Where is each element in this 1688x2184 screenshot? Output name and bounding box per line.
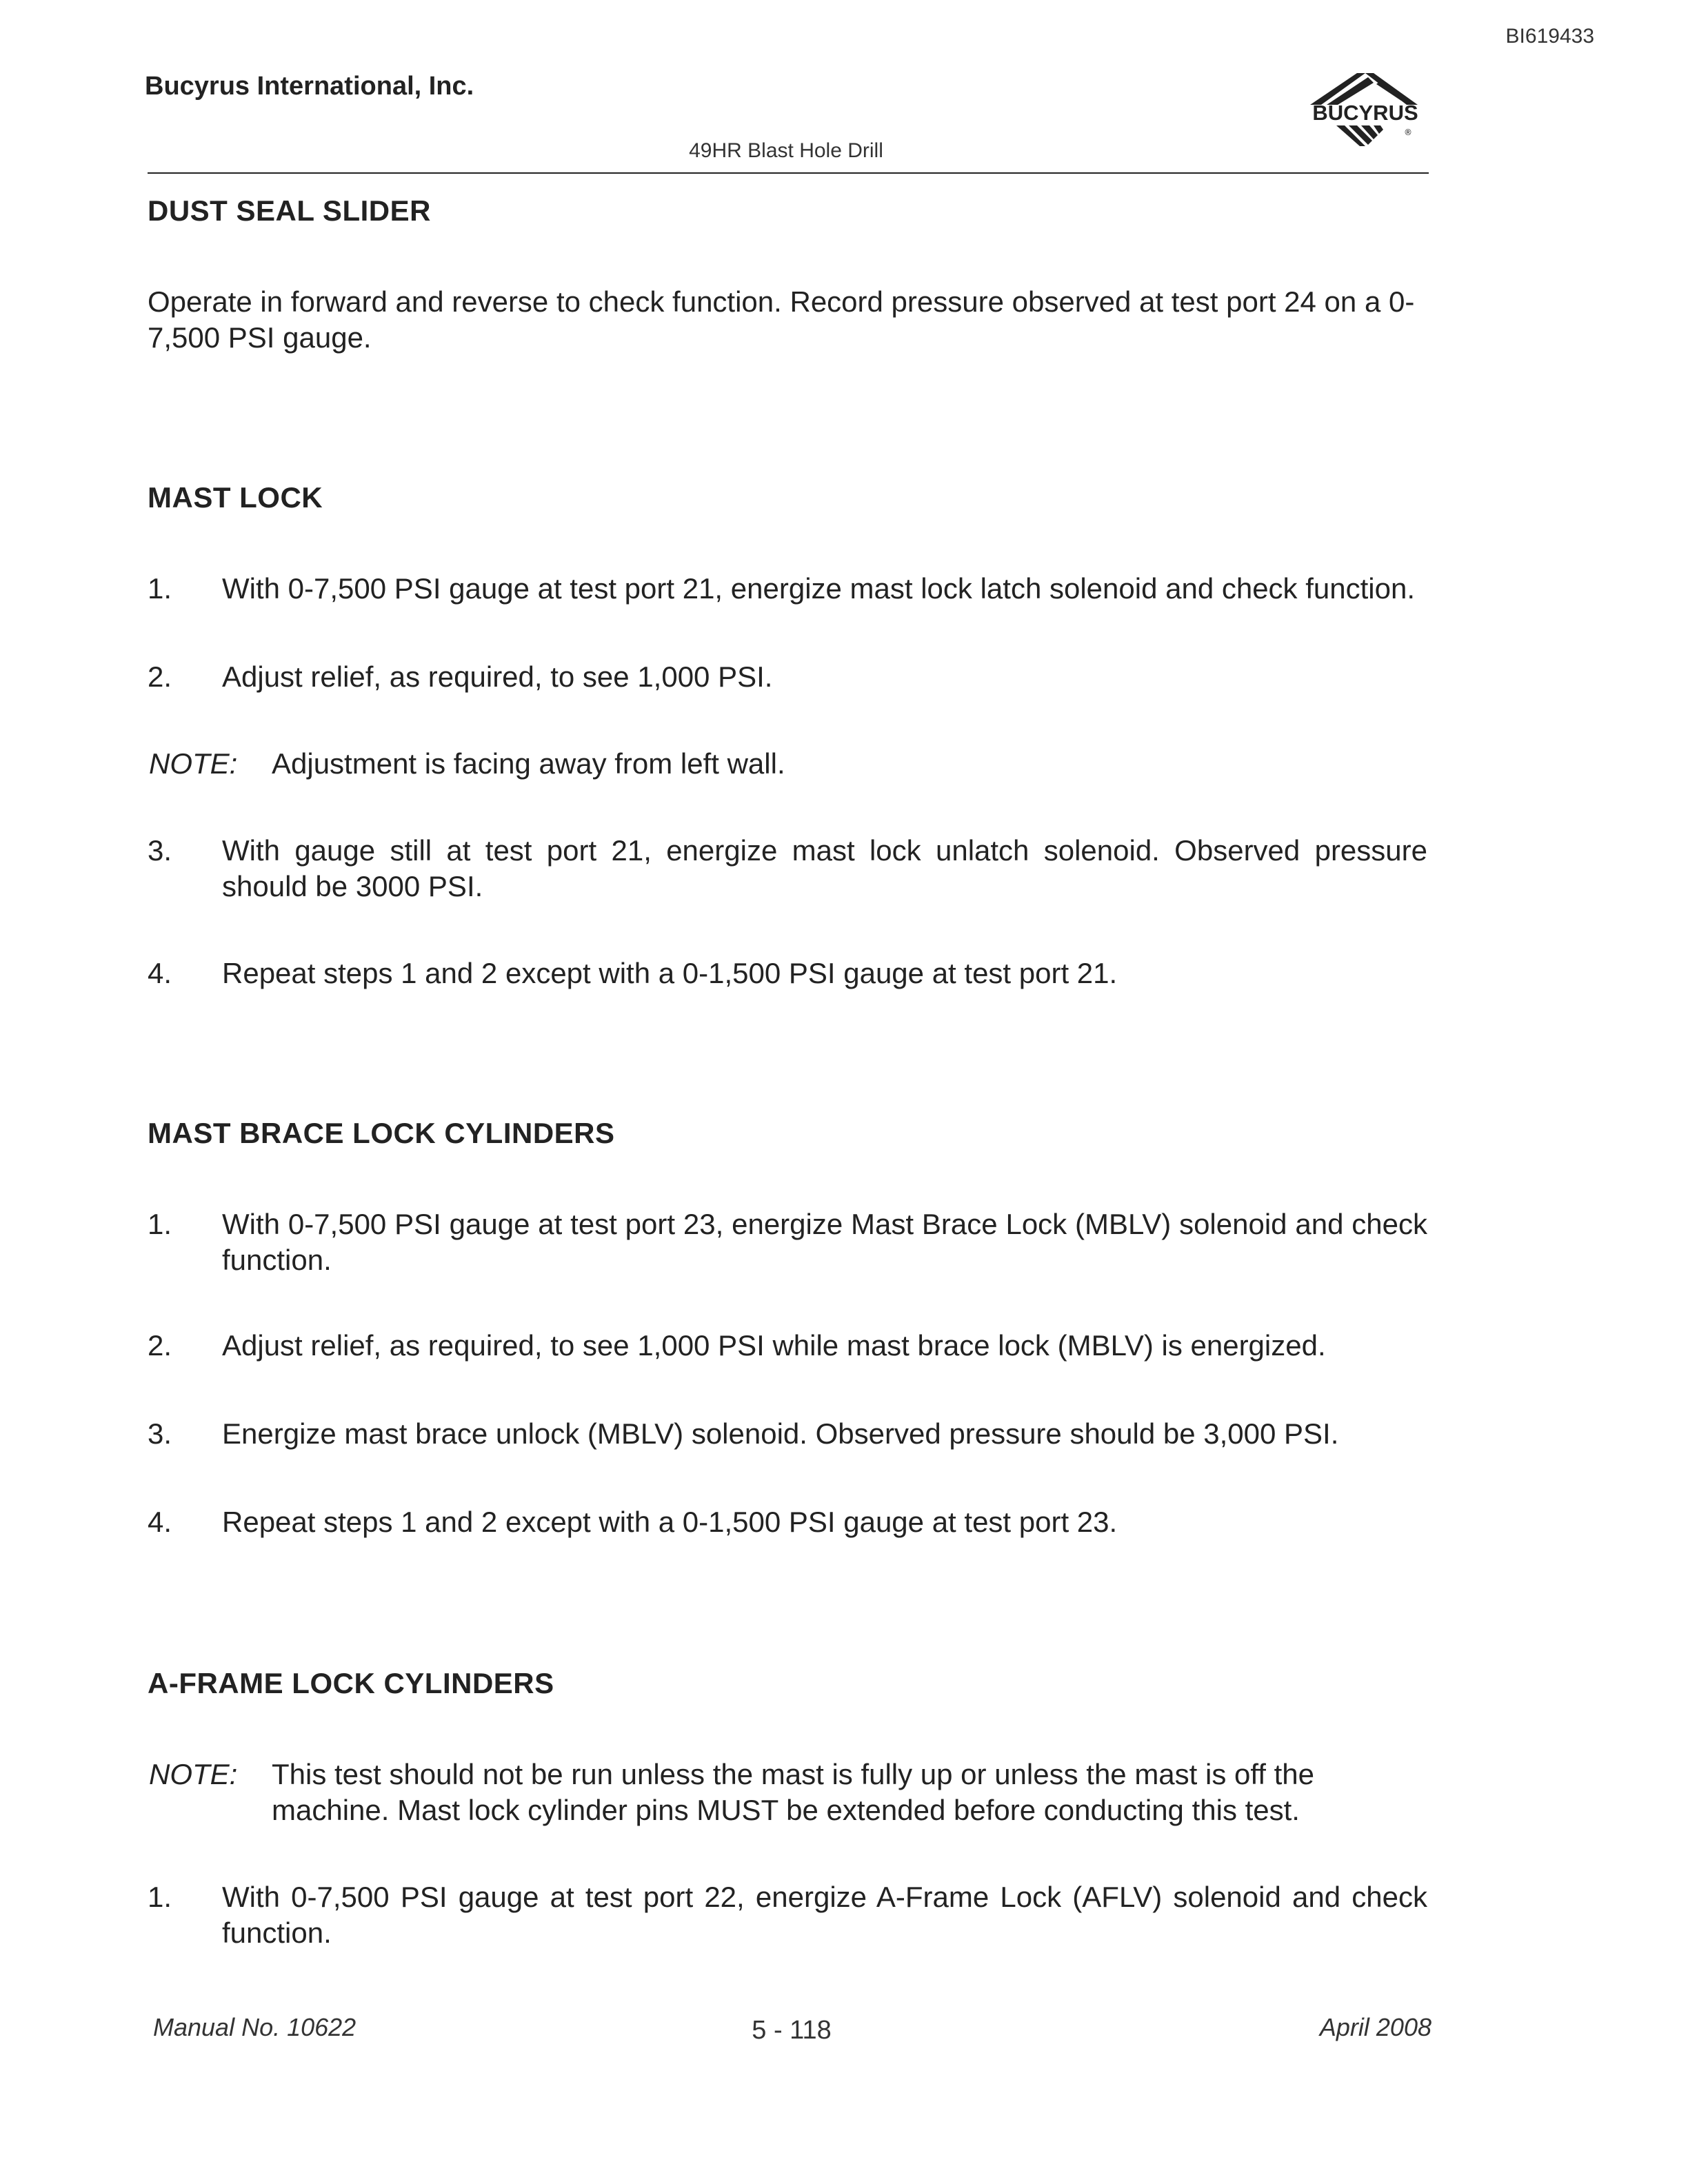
mast-brace-step-number: 3. (148, 1417, 172, 1450)
note-label: NOTE: (149, 1758, 238, 1790)
revision-date: April 2008 (1319, 2013, 1431, 2041)
note-text: This test should not be run unless the mast is fully up or unless the mast is off the machine. Mast lock cylinder pins MUST be extended before conducting this test. (272, 1758, 1314, 1826)
dust-seal-text: Operate in forward and reverse to check function. Record pressure observed at test port 24 on a 0-7,500 PSI gauge. (148, 285, 1415, 354)
section-title-dust-seal: DUST SEAL SLIDER (148, 194, 431, 227)
mast-lock-step-text: With 0-7,500 PSI gauge at test port 21, energize mast lock latch solenoid and check function. (222, 572, 1415, 605)
section-title-mast-brace: MAST BRACE LOCK CYLINDERS (148, 1117, 615, 1149)
mast-brace-step-number: 2. (148, 1329, 172, 1362)
mast-lock-step-text: Repeat steps 1 and 2 except with a 0-1,500 PSI gauge at test port 21. (222, 957, 1118, 989)
registered-mark: ® (1404, 128, 1412, 137)
mast-lock-step-number: 4. (148, 957, 172, 989)
mast-lock-step-number: 2. (148, 660, 172, 693)
a-frame-step-number: 1. (148, 1881, 172, 1913)
a-frame-step-text: With 0-7,500 PSI gauge at test port 22, energize A-Frame Lock (AFLV) solenoid and check function. (222, 1881, 1427, 1949)
mast-brace-step-text: Adjust relief, as required, to see 1,000 PSI while mast brace lock (MBLV) is energized. (222, 1329, 1326, 1362)
mast-brace-step-text: Repeat steps 1 and 2 except with a 0-1,500 PSI gauge at test port 23. (222, 1506, 1118, 1538)
mast-lock-step-text: Adjust relief, as required, to see 1,000 PSI. (222, 660, 773, 693)
mast-brace-step-text: With 0-7,500 PSI gauge at test port 23, energize Mast Brace Lock (MBLV) solenoid and check function. (222, 1208, 1427, 1276)
mast-brace-step-number: 1. (148, 1208, 172, 1240)
document-subtitle: 49HR Blast Hole Drill (689, 139, 883, 162)
document-id: BI619433 (1505, 25, 1594, 48)
company-name: Bucyrus International, Inc. (145, 72, 474, 101)
mast-lock-step-number: 3. (148, 834, 172, 867)
mast-brace-step-number: 4. (148, 1506, 172, 1538)
section-title-a-frame: A-FRAME LOCK CYLINDERS (148, 1667, 554, 1699)
manual-number: Manual No. 10622 (153, 2013, 356, 2041)
header-rule (148, 172, 1429, 174)
section-title-mast-lock: MAST LOCK (148, 481, 323, 514)
mast-brace-step-text: Energize mast brace unlock (MBLV) solenoid. Observed pressure should be 3,000 PSI. (222, 1417, 1339, 1450)
mast-lock-step-number: 1. (148, 572, 172, 605)
mast-lock-step-text: With gauge still at test port 21, energize mast lock unlatch solenoid. Observed pressure should be 3000 PSI. (222, 834, 1427, 902)
note-text: Adjustment is facing away from left wall. (272, 747, 785, 780)
logo-text: BUCYRUS (1312, 101, 1418, 125)
page-number: 5 - 118 (752, 2016, 832, 2045)
note-label: NOTE: (149, 747, 238, 780)
